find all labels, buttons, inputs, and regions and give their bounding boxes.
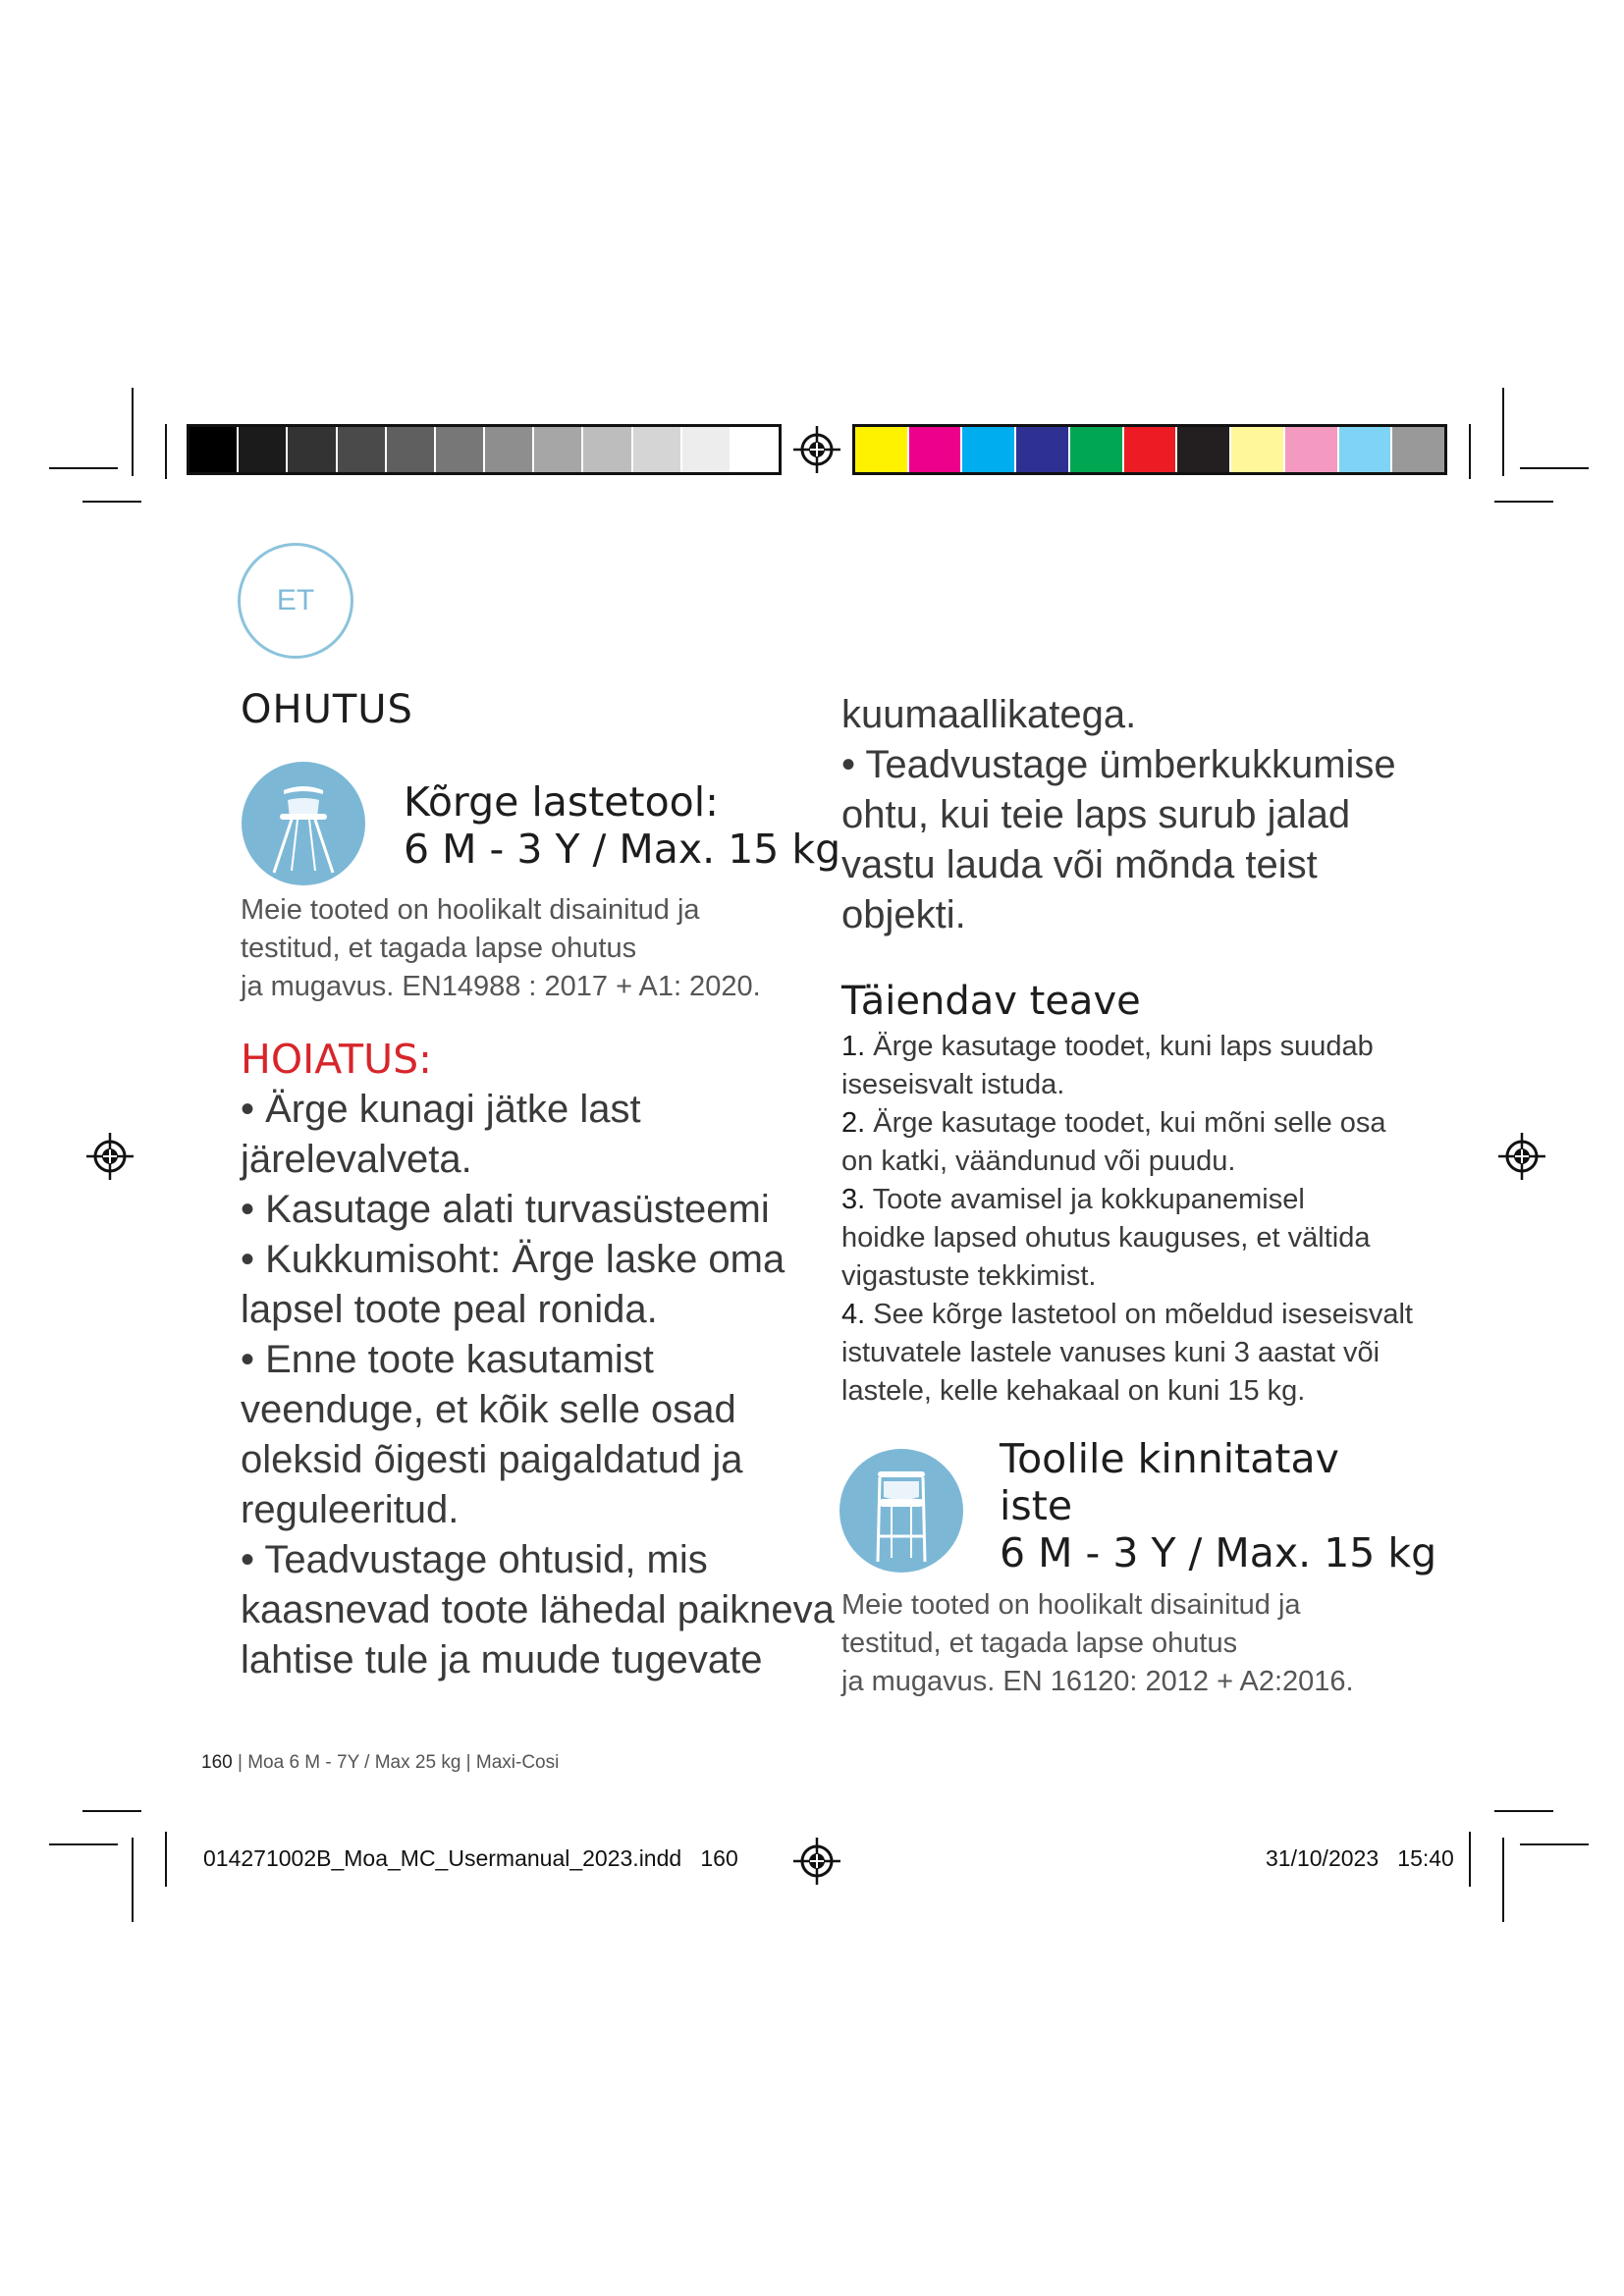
crop-mark (1494, 1810, 1553, 1812)
description-line: Meie tooted on hoolikalt disainitud ja (841, 1589, 1301, 1621)
color-swatch (288, 427, 337, 472)
color-swatch (682, 427, 731, 472)
crop-mark (1469, 424, 1471, 479)
section-heading-safety: OHUTUS (241, 687, 413, 732)
info-item (841, 1104, 1413, 1143)
crop-mark (1502, 388, 1504, 476)
color-swatch (1124, 427, 1178, 472)
info-list (841, 1028, 1413, 1411)
registration-mark-icon (793, 1838, 840, 1885)
info-number: 1. (841, 1031, 866, 1062)
description-line: testitud, et tagada lapse ohutus (841, 1628, 1238, 1659)
color-swatch (962, 427, 1016, 472)
registration-mark-icon (793, 426, 840, 473)
info-text: Ärge kasutage toodet, kui mõni selle osa (865, 1107, 1386, 1139)
crop-mark (1520, 467, 1589, 469)
warning-list-continued (841, 690, 1396, 940)
color-swatch (534, 427, 583, 472)
footer-separator: | (232, 1752, 248, 1773)
crop-mark (132, 1838, 134, 1922)
description-line: ja mugavus. EN 16120: 2012 + A2:2016. (841, 1666, 1354, 1697)
color-swatch (436, 427, 485, 472)
slug-filename: 014271002B_Moa_MC_Usermanual_2023.indd (203, 1845, 682, 1871)
info-line: lastele, kelle kehakaal on kuni 15 kg. (841, 1375, 1306, 1407)
warning-line: oleksid õigesti paigaldatud ja (241, 1438, 743, 1481)
crop-mark (82, 501, 141, 503)
slug-date: 31/10/2023 (1266, 1845, 1380, 1871)
crop-mark (132, 388, 134, 476)
registration-mark-icon (86, 1133, 134, 1180)
color-swatch (189, 427, 239, 472)
warning-line: • Kasutage alati turvasüsteemi (241, 1188, 770, 1231)
crop-mark (1502, 1838, 1504, 1922)
slug-page: 160 (700, 1845, 738, 1871)
warning-line: lahtise tule ja muude tugevate (241, 1638, 763, 1682)
slug-time: 15:40 (1397, 1845, 1454, 1871)
info-line: iseseisvalt istuda. (841, 1069, 1065, 1100)
color-swatch (387, 427, 436, 472)
info-line: hoidke lapsed ohutus kauguses, et vältida (841, 1222, 1371, 1254)
warning-list (241, 1085, 835, 1685)
warning-line: kuumaallikatega. (841, 693, 1137, 736)
warning-line: • Ärge kunagi jätke last (241, 1088, 641, 1131)
warning-line: kaasnevad toote lähedal paikneva (241, 1588, 835, 1631)
color-swatch (583, 427, 632, 472)
color-swatch (338, 427, 387, 472)
crop-mark (1469, 1832, 1471, 1887)
booster-seat-icon (839, 1448, 964, 1574)
description-line: ja mugavus. EN14988 : 2017 + A1: 2020. (241, 971, 761, 1002)
footer-product: Moa 6 M - 7Y / Max 25 kg (247, 1752, 461, 1773)
color-swatch (633, 427, 682, 472)
color-swatch (1285, 427, 1339, 472)
info-line: istuvatele lastele vanuses kuni 3 aastat või (841, 1337, 1380, 1368)
color-calibration-bar (852, 424, 1447, 475)
grayscale-calibration-bar (187, 424, 782, 475)
product-description (841, 1586, 1354, 1701)
color-swatch (731, 427, 779, 472)
crop-mark (165, 424, 167, 479)
info-item (841, 1181, 1413, 1219)
print-slug-file (203, 1845, 738, 1872)
warning-line: • Teadvustage ümberkukkumise (841, 743, 1396, 786)
warning-line: • Kukkumisoht: Ärge laske oma (241, 1238, 785, 1281)
info-line: vigastuste tekkimist. (841, 1260, 1097, 1292)
warning-line: • Teadvustage ohtusid, mis (241, 1538, 708, 1581)
warning-line: ohtu, kui teie laps surub jalad (841, 793, 1351, 836)
registration-mark-icon (1498, 1133, 1545, 1180)
info-number: 4. (841, 1299, 866, 1330)
info-number: 3. (841, 1184, 866, 1215)
color-swatch (1177, 427, 1231, 472)
color-swatch (1016, 427, 1070, 472)
warning-line: objekti. (841, 893, 966, 936)
section-heading-additional-info: Täiendav teave (841, 979, 1141, 1024)
color-swatch (855, 427, 909, 472)
print-slug-date (1266, 1845, 1454, 1872)
highchair-icon (241, 761, 366, 886)
product-description (241, 891, 761, 1006)
description-line: testitud, et tagada lapse ohutus (241, 933, 637, 964)
info-item (841, 1028, 1413, 1066)
info-text: Toote avamisel ja kokkupanemisel (865, 1184, 1305, 1215)
product-title-line: Toolile kinnitatav (1000, 1435, 1339, 1482)
footer-separator: | (460, 1752, 476, 1773)
color-swatch (1339, 427, 1393, 472)
crop-mark (1494, 501, 1553, 503)
info-number: 2. (841, 1107, 866, 1139)
color-swatch (1231, 427, 1285, 472)
crop-mark (49, 467, 118, 469)
product-title-line: 6 M - 3 Y / Max. 15 kg (404, 826, 841, 873)
color-swatch (1070, 427, 1124, 472)
warning-line: vastu lauda või mõnda teist (841, 843, 1318, 886)
page-footer (201, 1752, 559, 1774)
footer-brand: Maxi-Cosi (475, 1752, 560, 1773)
product-title-line: iste (1000, 1482, 1073, 1529)
language-badge: ET (238, 543, 353, 659)
info-item (841, 1296, 1413, 1334)
warning-line: reguleeritud. (241, 1488, 460, 1531)
crop-mark (49, 1843, 118, 1845)
warning-line: • Enne toote kasutamist (241, 1338, 654, 1381)
product-title (1000, 1435, 1436, 1576)
info-text: Ärge kasutage toodet, kuni laps suudab (865, 1031, 1374, 1062)
info-line: on katki, väändunud või puudu. (841, 1146, 1236, 1177)
product-title-line: 6 M - 3 Y / Max. 15 kg (1000, 1529, 1437, 1576)
product-title (404, 778, 840, 873)
description-line: Meie tooted on hoolikalt disainitud ja (241, 894, 700, 926)
color-swatch (1392, 427, 1444, 472)
warning-line: lapsel toote peal ronida. (241, 1288, 658, 1331)
product-title-line: Kõrge lastetool: (404, 778, 719, 826)
page-number: 160 (201, 1752, 233, 1773)
color-swatch (485, 427, 534, 472)
color-swatch (239, 427, 288, 472)
crop-mark (165, 1832, 167, 1887)
warning-line: veenduge, et kõik selle osad (241, 1388, 736, 1431)
crop-mark (1520, 1843, 1589, 1845)
warning-heading: HOIATUS: (241, 1036, 432, 1083)
warning-line: järelevalveta. (241, 1138, 472, 1181)
crop-mark (82, 1810, 141, 1812)
info-text: See kõrge lastetool on mõeldud iseseisvalt (865, 1299, 1413, 1330)
color-swatch (909, 427, 963, 472)
